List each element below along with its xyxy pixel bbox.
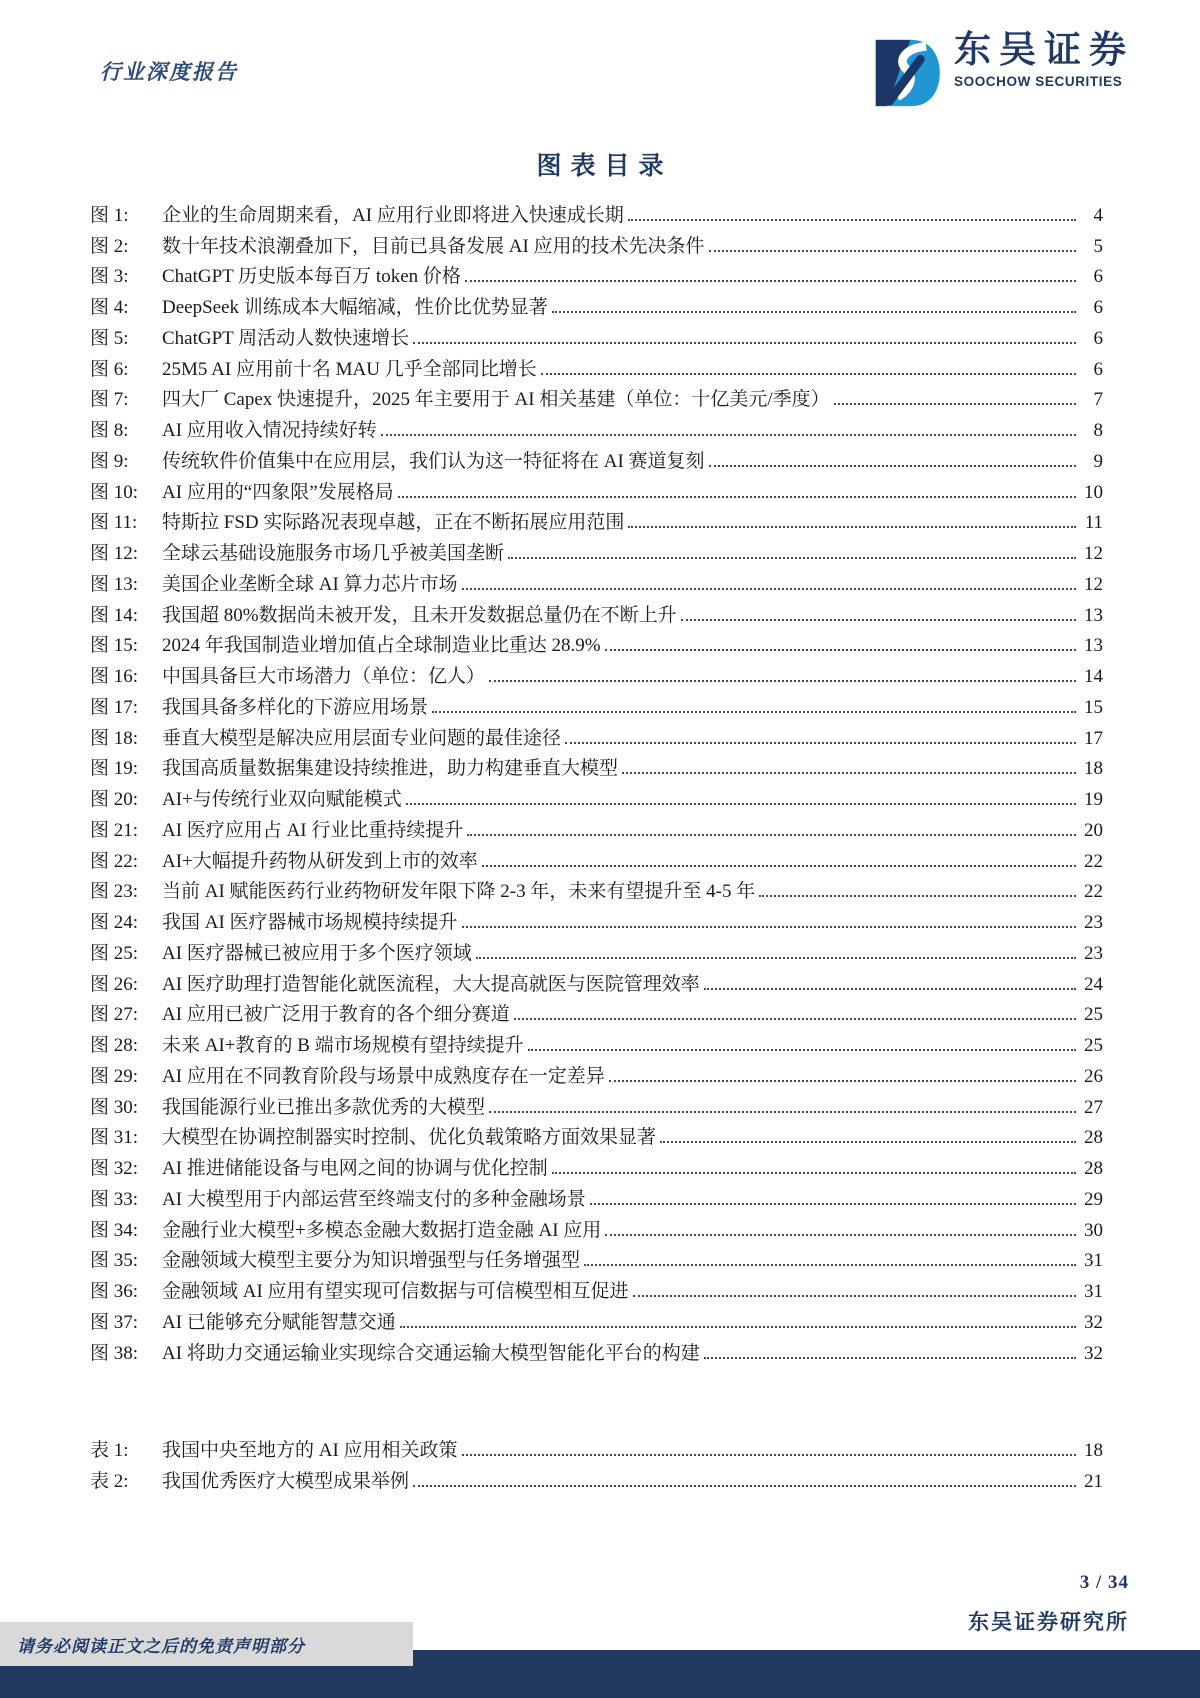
toc-entry-label: 图 20:	[90, 789, 139, 810]
toc-entry-page-link[interactable]: 29	[1084, 1188, 1103, 1210]
toc-entry-label: 图 23:	[90, 881, 139, 903]
toc-entry-title-link[interactable]: 我国中央至地方的 AI 应用相关政策	[162, 1439, 458, 1461]
toc-dots-leader	[413, 1485, 1076, 1487]
toc-entry-title-link[interactable]: 我国高质量数据集建设持续推进，助力构建垂直大模型	[162, 758, 619, 780]
toc-row	[90, 382, 1103, 413]
toc-entry-title-link[interactable]: DeepSeek 训练成本大幅缩减，性价比优势显著	[162, 297, 548, 318]
toc-dots-leader	[605, 649, 1076, 651]
toc-entry-page-link[interactable]: 23	[1084, 942, 1103, 964]
toc-entry-title-link[interactable]: ChatGPT 历史版本每百万 token 价格	[162, 266, 461, 288]
toc-entry-page-link[interactable]: 14	[1084, 666, 1103, 687]
toc-row	[90, 966, 1103, 997]
toc-entry-title-link[interactable]: 金融领域 AI 应用有望实现可信数据与可信模型相互促进	[162, 1281, 629, 1302]
brand-text	[954, 30, 1134, 89]
toc-row	[90, 1304, 1103, 1335]
toc-entry-title-link[interactable]: AI 应用已被广泛用于教育的各个细分赛道	[162, 1004, 510, 1026]
toc-dots-leader	[628, 219, 1076, 221]
toc-entry-page-link[interactable]: 21	[1084, 1470, 1103, 1492]
toc-entry-title-link[interactable]: 金融领域大模型主要分为知识增强型与任务增强型	[162, 1250, 581, 1272]
toc-row	[90, 781, 1103, 812]
toc-dots-leader	[413, 342, 1076, 344]
toc-dots-leader	[406, 803, 1076, 805]
toc-entry-label: 图 29:	[90, 1065, 139, 1087]
toc-entry-label: 图 38:	[90, 1342, 139, 1364]
toc-dots-leader	[432, 711, 1076, 713]
page-number-indicator: 3 / 34	[1079, 1572, 1129, 1593]
toc-entry-label: 图 24:	[90, 912, 139, 933]
toc-entry-title-link[interactable]: AI 将助力交通运输业实现综合交通运输大模型智能化平台的构建	[162, 1342, 700, 1364]
toc-entry-label: 图 31:	[90, 1127, 139, 1149]
toc-dots-leader	[565, 742, 1076, 744]
toc-entry-title-link[interactable]: 特斯拉 FSD 实际路况表现卓越，正在不断拓展应用范围	[162, 512, 625, 534]
toc-entry-label: 图 34:	[90, 1219, 139, 1241]
toc-dots-leader	[584, 1264, 1076, 1266]
toc-entry-page-link[interactable]: 32	[1084, 1342, 1103, 1364]
toc-entry-label: 图 19:	[90, 758, 139, 780]
toc-row	[90, 1027, 1103, 1058]
toc-row	[90, 628, 1103, 659]
toc-entry-title-link[interactable]: 大模型在协调控制器实时控制、优化负载策略方面效果显著	[162, 1127, 657, 1149]
toc-row	[90, 1212, 1103, 1243]
toc-entry-label: 图 12:	[90, 543, 139, 564]
toc-dots-leader	[709, 465, 1076, 467]
toc-entry-title-link[interactable]: 数十年技术浪潮叠加下，目前已具备发展 AI 应用的技术先决条件	[162, 235, 705, 257]
toc-entry-page-link[interactable]: 15	[1084, 696, 1103, 718]
toc-row	[90, 289, 1103, 320]
toc-entry-page-link[interactable]: 25	[1084, 1035, 1103, 1056]
toc-entry-label: 图 4:	[90, 297, 129, 318]
toc-entry-title-link[interactable]: ChatGPT 周活动人数快速增长	[162, 327, 410, 349]
toc-entry-title-link[interactable]: 金融行业大模型+多模态金融大数据打造金融 AI 应用	[162, 1219, 602, 1241]
toc-dots-leader	[482, 865, 1076, 867]
toc-row	[90, 874, 1103, 905]
toc-row	[90, 474, 1103, 505]
toc-entry-page-link[interactable]: 19	[1084, 789, 1103, 810]
toc-dots-leader	[704, 988, 1076, 990]
toc-dots-leader	[508, 557, 1076, 559]
toc-dots-leader	[759, 895, 1076, 897]
toc-entry-title-link[interactable]: 未来 AI+教育的 B 端市场规模有望持续提升	[162, 1035, 524, 1056]
disclaimer-text: 请务必阅读正文之后的免责声明部分	[17, 1636, 305, 1656]
toc-entry-title-link[interactable]: AI 大模型用于内部运营至终端支付的多种金融场景	[162, 1188, 586, 1210]
toc-entry-title-link[interactable]: AI 应用收入情况持续好转	[162, 420, 377, 441]
toc-row	[90, 1243, 1103, 1274]
toc-row	[90, 935, 1103, 966]
toc-dots-leader	[514, 1018, 1076, 1020]
toc-entry-page-link[interactable]: 25	[1084, 1004, 1103, 1026]
toc-entry-label: 图 27:	[90, 1004, 139, 1026]
toc-row	[90, 351, 1103, 382]
toc-dots-leader	[398, 496, 1076, 498]
toc-entry-label: 图 18:	[90, 727, 139, 749]
toc-entry-title-link[interactable]: AI+大幅提升药物从研发到上市的效率	[162, 850, 478, 872]
toc-entry-title-link[interactable]: 我国超 80%数据尚未被开发，且未开发数据总量仍在不断上升	[162, 604, 677, 626]
toc-entry-title-link[interactable]: AI+与传统行业双向赋能模式	[162, 789, 402, 810]
toc-entry-page-link[interactable]: 17	[1084, 727, 1103, 749]
toc-dots-leader	[467, 834, 1076, 836]
toc-entry-page-link[interactable]: 31	[1084, 1250, 1103, 1272]
toc-row	[90, 1432, 1103, 1463]
toc-entry-title-link[interactable]: 2024 年我国制造业增加值占全球制造业比重达 28.9%	[162, 635, 601, 657]
toc-row	[90, 1089, 1103, 1120]
toc-entry-page-link[interactable]: 20	[1084, 819, 1103, 841]
footer-org-name: 东吴证券研究所	[968, 1610, 1129, 1634]
toc-entry-title-link[interactable]: 我国 AI 医疗器械市场规模持续提升	[162, 912, 458, 933]
toc-entry-label: 图 1:	[90, 204, 129, 226]
toc-row	[90, 1335, 1103, 1366]
toc-entry-title-link[interactable]: 四大厂 Capex 快速提升，2025 年主要用于 AI 相关基建（单位：十亿美元/季度）	[162, 389, 830, 411]
brand-name-en: SOOCHOW SECURITIES	[954, 73, 1123, 89]
toc-entry-page-link[interactable]: 26	[1084, 1065, 1103, 1087]
toc-entry-title-link[interactable]: 全球云基础设施服务市场几乎被美国垄断	[162, 543, 505, 564]
toc-row	[90, 228, 1103, 259]
toc-entry-label: 图 13:	[90, 573, 139, 595]
toc-dots-leader	[552, 311, 1076, 313]
toc-entry-title-link[interactable]: 我国能源行业已推出多款优秀的大模型	[162, 1096, 486, 1118]
toc-dots-leader	[476, 957, 1076, 959]
toc-row	[90, 1150, 1103, 1181]
toc-row	[90, 997, 1103, 1028]
toc-entry-page-link[interactable]: 28	[1084, 1158, 1103, 1179]
toc-row	[90, 443, 1103, 474]
toc-entry-label: 表 2:	[90, 1470, 129, 1492]
toc-entry-label: 图 3:	[90, 266, 129, 288]
toc-entry-page-link[interactable]: 12	[1084, 573, 1103, 595]
toc-entry-label: 图 15:	[90, 635, 139, 657]
toc-row	[90, 904, 1103, 935]
toc-dots-leader	[381, 434, 1076, 436]
toc-entry-title-link[interactable]: 美国企业垄断全球 AI 算力芯片市场	[162, 573, 458, 595]
toc-entry-title-link[interactable]: AI 推进储能设备与电网之间的协调与优化控制	[162, 1158, 548, 1179]
toc-entry-label: 图 26:	[90, 973, 139, 995]
toc-dots-leader	[552, 1172, 1076, 1174]
toc-row	[90, 412, 1103, 443]
toc-dots-leader	[622, 772, 1076, 774]
toc-entry-label: 图 5:	[90, 327, 129, 349]
toc-entry-label: 图 25:	[90, 942, 139, 964]
toc-entry-label: 图 16:	[90, 666, 139, 687]
toc-entry-page-link[interactable]: 22	[1084, 881, 1103, 903]
toc-dots-leader	[628, 526, 1076, 528]
toc-row	[90, 658, 1103, 689]
toc-entry-page-link[interactable]: 5	[1093, 235, 1103, 257]
toc-entry-label: 图 8:	[90, 420, 129, 441]
toc-entry-title-link[interactable]: 企业的生命周期来看，AI 应用行业即将进入快速成长期	[162, 204, 624, 226]
toc-entry-title-link[interactable]: 中国具备巨大市场潜力（单位：亿人）	[162, 666, 486, 687]
toc-entry-page-link[interactable]: 28	[1084, 1127, 1103, 1149]
toc-entry-title-link[interactable]: 传统软件价值集中在应用层，我们认为这一特征将在 AI 赛道复刻	[162, 450, 705, 472]
toc-entry-label: 图 21:	[90, 819, 139, 841]
toc-row	[90, 1181, 1103, 1212]
toc-entry-title-link[interactable]: AI 已能够充分赋能智慧交通	[162, 1311, 396, 1333]
toc-dots-leader	[660, 1141, 1076, 1143]
toc-row	[90, 320, 1103, 351]
toc-entry-page-link[interactable]: 6	[1093, 358, 1103, 380]
toc-entry-title-link[interactable]: 25M5 AI 应用前十名 MAU 几乎全部同比增长	[162, 358, 537, 380]
toc-entry-label: 图 17:	[90, 696, 139, 718]
toc-entry-label: 图 14:	[90, 604, 139, 626]
toc-row	[90, 751, 1103, 782]
toc-row	[90, 1463, 1103, 1494]
toc-entry-page-link[interactable]: 18	[1084, 758, 1103, 780]
toc-entry-label: 图 6:	[90, 358, 129, 380]
toc-entry-title-link[interactable]: 我国优秀医疗大模型成果举例	[162, 1470, 410, 1492]
toc-tables-list	[90, 1432, 1103, 1494]
page-title: 图表目录	[536, 153, 673, 180]
toc-dots-leader	[681, 619, 1076, 621]
toc-entry-title-link[interactable]: AI 应用在不同教育阶段与场景中成熟度存在一定差异	[162, 1065, 605, 1087]
toc-entry-label: 图 2:	[90, 235, 129, 257]
toc-dots-leader	[609, 1080, 1076, 1082]
toc-entry-page-link[interactable]: 6	[1093, 266, 1103, 288]
toc-dots-leader	[462, 588, 1076, 590]
toc-entry-page-link[interactable]: 11	[1084, 512, 1103, 534]
toc-entry-title-link[interactable]: AI 医疗应用占 AI 行业比重持续提升	[162, 819, 464, 841]
toc-entry-title-link[interactable]: 当前 AI 赋能医药行业药物研发年限下降 2-3 年，未来有望提升至 4-5 年	[162, 881, 756, 903]
toc-figures-list	[90, 197, 1103, 1366]
toc-entry-page-link[interactable]: 7	[1093, 389, 1103, 411]
toc-entry-label: 图 7:	[90, 389, 129, 411]
toc-row	[90, 1120, 1103, 1151]
toc-dots-leader	[590, 1203, 1076, 1205]
toc-entry-label: 图 36:	[90, 1281, 139, 1302]
toc-row	[90, 597, 1103, 628]
soochow-logo-icon	[870, 34, 942, 112]
toc-entry-title-link[interactable]: AI 医疗器械已被应用于多个医疗领域	[162, 942, 472, 964]
toc-entry-label: 图 37:	[90, 1311, 139, 1333]
toc-entry-title-link[interactable]: 我国具备多样化的下游应用场景	[162, 696, 429, 718]
toc-entry-label: 图 22:	[90, 850, 139, 872]
brand-name-cn: 东吴证券	[954, 30, 1134, 71]
toc-entry-label: 图 28:	[90, 1035, 139, 1056]
toc-entry-label: 图 33:	[90, 1188, 139, 1210]
toc-entry-page-link[interactable]: 13	[1084, 604, 1103, 626]
toc-entry-page-link[interactable]: 32	[1084, 1311, 1103, 1333]
toc-row	[90, 1058, 1103, 1089]
toc-dots-leader	[834, 403, 1076, 405]
toc-entry-label: 图 30:	[90, 1096, 139, 1118]
toc-entry-page-link[interactable]: 24	[1084, 973, 1103, 995]
toc-entry-page-link[interactable]: 4	[1093, 204, 1103, 226]
toc-row	[90, 505, 1103, 536]
toc-dots-leader	[462, 1454, 1076, 1456]
toc-entry-page-link[interactable]: 12	[1084, 543, 1103, 564]
toc-entry-page-link[interactable]: 6	[1093, 327, 1103, 349]
toc-dots-leader	[465, 280, 1076, 282]
toc-row	[90, 689, 1103, 720]
toc-entry-label: 图 32:	[90, 1158, 139, 1179]
toc-entry-page-link[interactable]: 6	[1093, 297, 1103, 318]
toc-entry-label: 图 35:	[90, 1250, 139, 1272]
toc-entry-page-link[interactable]: 27	[1084, 1096, 1103, 1118]
toc-dots-leader	[528, 1049, 1076, 1051]
toc-dots-leader	[400, 1326, 1076, 1328]
toc-entry-label: 图 11:	[90, 512, 138, 534]
toc-entry-page-link[interactable]: 23	[1084, 912, 1103, 933]
toc-entry-label: 表 1:	[90, 1439, 129, 1461]
toc-entry-page-link[interactable]: 31	[1084, 1281, 1103, 1302]
toc-dots-leader	[633, 1295, 1076, 1297]
toc-entry-page-link[interactable]: 13	[1084, 635, 1103, 657]
toc-row	[90, 1273, 1103, 1304]
toc-dots-leader	[704, 1357, 1076, 1359]
toc-row	[90, 812, 1103, 843]
toc-entry-page-link[interactable]: 10	[1084, 481, 1103, 503]
toc-entry-page-link[interactable]: 22	[1084, 850, 1103, 872]
toc-entry-title-link[interactable]: 垂直大模型是解决应用层面专业问题的最佳途径	[162, 727, 562, 749]
toc-entry-page-link[interactable]: 9	[1093, 450, 1103, 472]
toc-dots-leader	[605, 1234, 1076, 1236]
toc-row	[90, 720, 1103, 751]
toc-dots-leader	[462, 926, 1076, 928]
toc-dots-leader	[541, 373, 1076, 375]
toc-dots-leader	[489, 1111, 1076, 1113]
toc-entry-label: 图 9:	[90, 450, 129, 472]
toc-entry-title-link[interactable]: AI 医疗助理打造智能化就医流程，大大提高就医与医院管理效率	[162, 973, 700, 995]
toc-row	[90, 566, 1103, 597]
report-type-label: 行业深度报告	[100, 60, 238, 84]
brand-logo	[870, 30, 1134, 112]
toc-entry-page-link[interactable]: 30	[1084, 1219, 1103, 1241]
toc-entry-page-link[interactable]: 18	[1084, 1439, 1103, 1461]
toc-row	[90, 197, 1103, 228]
toc-row	[90, 259, 1103, 290]
toc-entry-label: 图 10:	[90, 481, 139, 503]
disclaimer-box	[0, 1622, 413, 1666]
toc-entry-title-link[interactable]: AI 应用的“四象限”发展格局	[162, 481, 394, 503]
toc-dots-leader	[489, 680, 1076, 682]
toc-entry-page-link[interactable]: 8	[1093, 420, 1103, 441]
toc-row	[90, 843, 1103, 874]
toc-row	[90, 535, 1103, 566]
toc-dots-leader	[709, 250, 1076, 252]
